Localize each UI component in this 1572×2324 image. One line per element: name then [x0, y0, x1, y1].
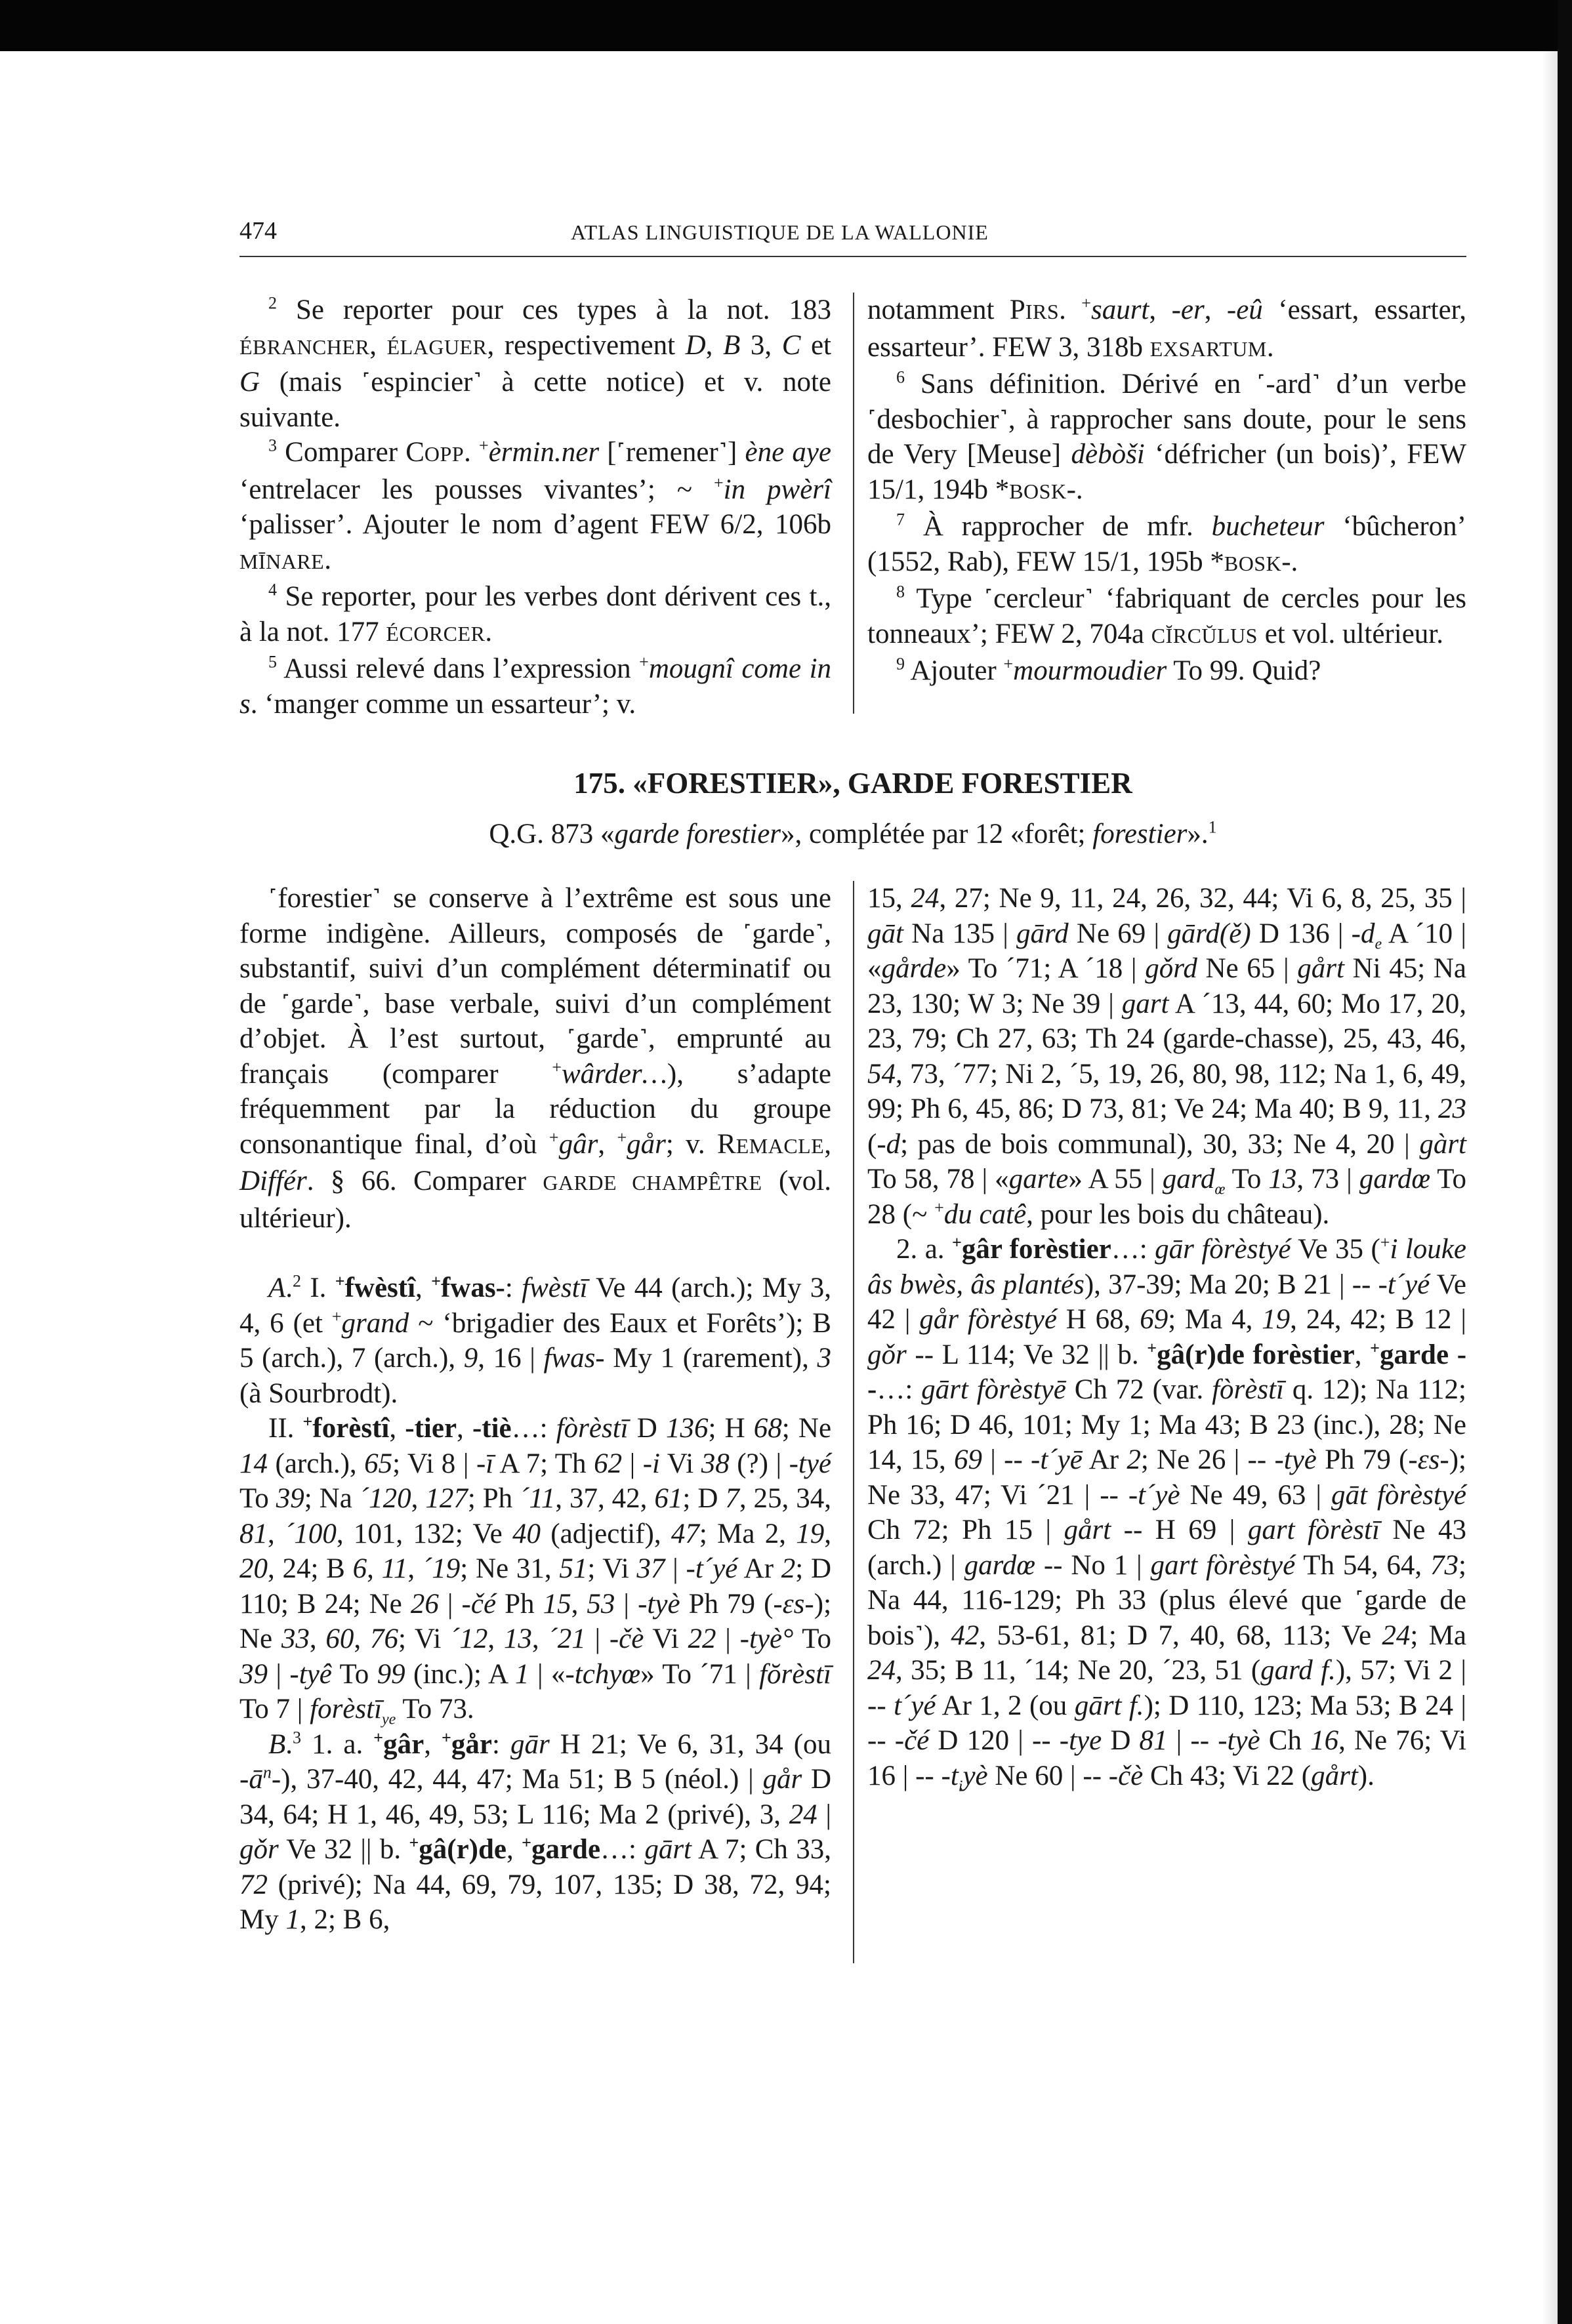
footnote-7: $^7$ À rapprocher de mfr. bucheteur ‘bûcheron’ (1552, Rab), FEW 15/1, 195b *BOSK-. — [867, 510, 1466, 577]
type-a-ii-paragraph: II. +forèstî, -tier, -tiè…: fòrèstī D 136; H 68; Ne 14 (arch.), 65; Vi 8 | -ī A 7; Th 62 | -i Vi 38 (?) | -tyé To 39; Na ´120, 127; Ph ´11, 37, 42, 61; D 7, 25, 34, 81, ´100, 101, 132; Ve 40 (adjectif), 47; Ma 2, 19, 20, 24; B 6, 11, ´19; Ne 31, 51; Vi 37 | -t´yé Ar 2; D 110; B 24; Ne 26 | -čé Ph 15, 53 | -tyè Ph 79 (-ɛs-); Ne 33, 60, 76; Vi ´12, 13, ´21 | -čè Vi 22 | -tyè° To 39 | -tyê To 99 (inc.); A 1 | «-tchyœ» To ´71 | fŏrèstī To 7 | forèstī$_{ye}$ To 73. — [239, 1412, 832, 1728]
scan-top-border — [0, 0, 1572, 51]
section-subtitle: Q.G. 873 «garde forestier», complétée par 12 «forêt; forestier».$^1$ — [489, 817, 1217, 849]
header-rule — [239, 256, 1466, 257]
scan-right-border — [1558, 0, 1572, 2324]
type-b-paragraph: B.$^3$ 1. a. +gâr, +går: gār H 21; Ve 6, 31, 34 (ou $-ā^n-$), 37-40, 42, 44, 47; Ma 51; B 5 (néol.) | går D 34, 64; H 1, 46, 49, 53; L 116; Ma 2 (privé), 3, 24 | gǒr Ve 32 || b. +gâ(r)de, +garde…: gārt A 7; Ch 33, 72 (privé); Na 44, 69, 79, 107, 135; D 38, 72, 94; My 1, 2; B 6, — [239, 1728, 832, 1935]
footnote-9: $^9$ Ajouter +mourmoudier To 99. Quid? — [896, 654, 1321, 686]
footnote-6: $^6$ Sans définition. Dérivé en ˹-ard˺ d’un verbe ˹desbochier˺, à rapprocher sans doute, pour le sens de Very [Meuse] dèbòši ‘défricher (un bois)’, FEW 15/1, 194b *BOSK-. — [867, 367, 1466, 505]
main-column-separator — [853, 881, 854, 1963]
page-edge-shadow — [1542, 51, 1558, 2324]
footnotes-column-separator — [853, 293, 854, 714]
page-number: 474 — [239, 217, 277, 245]
footnote-5: $^5$ Aussi relevé dans l’expression +mougnî come in s. ‘manger comme un essarteur’; v. — [239, 652, 832, 720]
type-b-2-paragraph: 2. a. +gâr forèstier…: gār fòrèstyé Ve 35 (+i louke âs bwès, âs plantés), 37-39; Ma 20; B 21 | -- -t´yé Ve 42 | går fòrèstyé H 68, 69; Ma 4, 19, 24, 42; B 12 | gǒr -- L 114; Ve 32 || b. +gâ(r)de forèstier, +garde --…: gārt fòrèstyē Ch 72 (var. fòrèstī q. 12); Na 112; Ph 16; D 46, 101; My 1; Ma 43; B 23 (inc.), 28; Ne 14, 15, 69 | -- -t´yē Ar 2; Ne 26 | -- -tyè Ph 79 (-ɛs-); Ne 33, 47; Vi ´21 | -- -t´yè Ne 49, 63 | gāt fòrèstyé Ch 72; Ph 15 | gårt -- H 69 | gart fòrèstī Ne 43 (arch.) | gardœ -- No 1 | gart fòrèstyé Th 54, 64, 73; Na 44, 116-129; Ph 33 (plus élevé que ˹garde de bois˺), 42, 53-61, 81; D 7, 40, 68, 113; Ve 24; Ma 24, 35; B 11, ´14; Ne 20, ´23, 51 (gard f.), 57; Vi 2 | -- t´yé Ar 1, 2 (ou gārt f.); D 110, 123; Ma 53; B 24 | -- -čé D 120 | -- -tye D 81 | -- -tyè Ch 16, Ne 76; Vi 16 | -- $-t_iyè$ Ne 60 | -- -čè Ch 43; Vi 22 (gårt). — [867, 1233, 1467, 1795]
intro-paragraph: ˹forestier˺ se conserve à l’extrême est sous une forme indigène. Ailleurs, composés de ˹garde˺, substantif, suivi d’un complément déterminatif ou de ˹garde˺, base verbale, suivi d’un complément d’objet. À l’est surtout, ˹garde˺, emprunté au français (comparer +wârder…), s’adapte fréquemment par la réduction du groupe consonantique final, d’où +gâr, +går; v. REMACLE, Différ. § 66. Comparer GARDE CHAMPÊTRE (vol. ultérieur). — [239, 883, 832, 1234]
type-a-paragraph: A.$^2$ I. +fwèstî, +fwas-: fwèstī Ve 44 (arch.); My 3, 4, 6 (et +grand ~ ‘brigadier des Eaux et Forêts’); B 5 (arch.), 7 (arch.), 9, 16 | fwas- My 1 (rarement), 3 (à Sourbrodt). — [239, 1271, 832, 1409]
entry-right-column — [867, 881, 1466, 1793]
footnote-5-continued: notamment PIRS. +saurt, -er, -eû ‘essart, essarter, essarteur’. FEW 3, 318b EXSARTUM. — [867, 293, 1466, 363]
footnotes-left-column — [239, 293, 831, 722]
footnote-ref-1: 1 — [1208, 817, 1217, 837]
footnote-8: $^8$ Type ˹cercleur˺ ‘fabriquant de cercles pour les tonneaux’; FEW 2, 704a CĬRCŬLUS et vol. ultérieur. — [867, 582, 1466, 649]
running-title: ATLAS LINGUISTIQUE DE LA WALLONIE — [571, 220, 989, 244]
footnotes-right-column — [867, 293, 1466, 689]
footnote-4: $^4$ Se reporter, pour les verbes dont dérivent ces t., à la not. 177 ÉCORCER. — [239, 580, 831, 647]
footnote-2: $^2$ Se reporter pour ces types à la not. 183 ÉBRANCHER, ÉLAGUER, respectivement D, B 3, C et G (mais ˹espincier˺ à cette notice) et v. note suivante. — [239, 293, 831, 433]
type-b-continued: 15, 24, 27; Ne 9, 11, 24, 26, 32, 44; Vi 6, 8, 25, 35 | gāt Na 135 | gārd Ne 69 | gārd(ě) D 136 | $-d_e$ A ´10 | «gårde» To ´71; A ´18 | gǒrd Ne 65 | gårt Ni 45; Na 23, 130; W 3; Ne 39 | gart A ´13, 44, 60; Mo 17, 20, 23, 79; Ch 27, 63; Th 24 (garde-chasse), 25, 43, 46, 54, 73, ´77; Ni 2, ´5, 19, 26, 80, 98, 112; Na 1, 6, 49, 99; Ph 6, 45, 86; D 73, 81; Ve 24; Ma 40; B 9, 11, 23 (-d; pas de bois communal), 30, 33; Ne 4, 20 | gàrt To 58, 78 | «garte» A 55 | gard$_œ$ To 13, 73 | gardœ To 28 (~ +du catê, pour les bois du château). — [867, 883, 1467, 1230]
section-title: 175. «FORESTIER», GARDE FORESTIER — [573, 767, 1132, 800]
entry-left-column — [239, 881, 831, 1938]
footnote-3: $^3$ Comparer COPP. +èrmin.ner [˹remener˺] ène aye ‘entrelacer les pousses vivantes’; ~ +in pwèrî ‘palisser’. Ajouter le nom d’agent FEW 6/2, 106b MĪNARE. — [239, 436, 832, 575]
